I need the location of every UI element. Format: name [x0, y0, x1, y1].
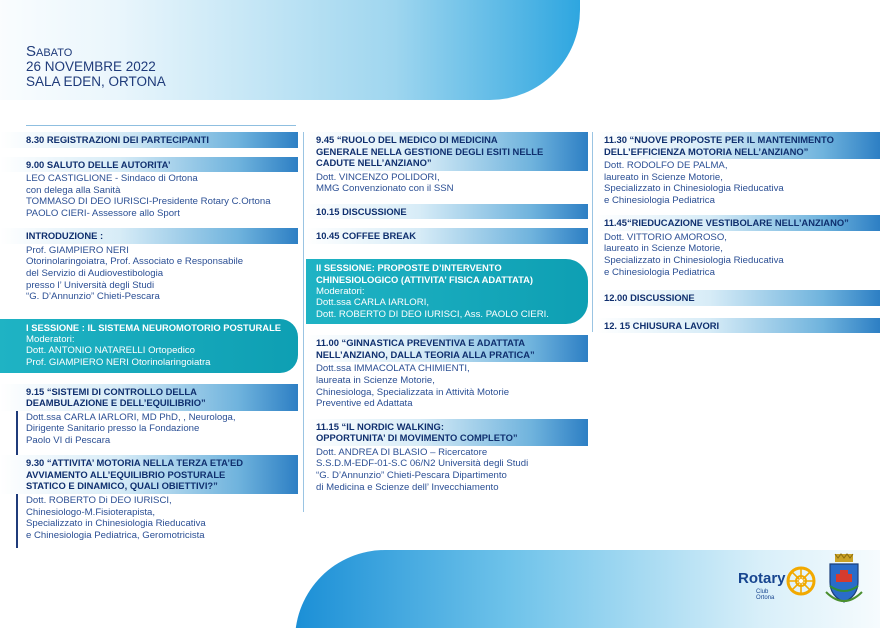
detail-line: LEO CASTIGLIONE - Sindaco di Ortona: [26, 173, 198, 184]
detail-line: Otorinolaringoiatra, Prof. Associato e Responsabile: [26, 256, 244, 268]
agenda-item-greetings: [0, 157, 298, 220]
detail-line: Chinesiologo-M.Fisioterapista,: [26, 506, 156, 518]
detail-line: “G. D’Annunzio” Chieti-Pescara Dipartimento: [316, 470, 507, 482]
agenda-details: [0, 244, 298, 303]
agenda-title: [0, 384, 298, 411]
agenda-title: [596, 215, 880, 231]
agenda-item-0945: [306, 132, 588, 195]
agenda-item-1215: [596, 318, 880, 334]
agenda-title: 8.30 REGISTRAZIONI DEI PARTECIPANTI: [0, 132, 298, 148]
agenda-title: 10.15 DISCUSSIONE: [306, 204, 588, 220]
title-line: CADUTE NELL’ANZIANO”: [316, 157, 432, 168]
detail-line: Moderatori:: [26, 333, 75, 345]
schedule-column-1: [0, 132, 298, 550]
agenda-title: 9.00 SALUTO DELLE AUTORITA’: [0, 157, 298, 173]
event-header: [26, 44, 166, 89]
event-date: 26 NOVEMBRE 2022: [26, 59, 156, 74]
agenda-item-1145: [596, 215, 880, 278]
agenda-item-1200: [596, 290, 880, 306]
agenda-item-registration: [0, 132, 298, 148]
detail-line: Dott.ssa CARLA IARLORI,: [316, 297, 430, 309]
title-line: DELL’EFFICIENZA MOTORIA NELL’ANZIANO”: [604, 145, 809, 157]
detail-line: Prof. GIAMPIERO NERI: [26, 244, 129, 256]
title-line: OPPORTUNITA’ DI MOVIMENTO COMPLETO”: [316, 432, 518, 444]
agenda-item-1115: [306, 419, 588, 493]
detail-line: del Servizio di Audiovestibologia: [26, 268, 164, 280]
detail-line: Specializzato in Chinesiologia Rieducativa: [604, 183, 784, 195]
detail-line: Dott. RODOLFO DE PALMA,: [604, 160, 728, 171]
agenda-details: [306, 446, 588, 493]
agenda-title: 12.00 DISCUSSIONE: [596, 290, 880, 306]
agenda-item-0915: [0, 384, 298, 447]
title-line: 11.00 “GINNASTICA PREVENTIVA E ADATTATA: [316, 337, 526, 349]
agenda-details: [306, 362, 588, 409]
event-day: Sabato: [26, 43, 73, 60]
agenda-details: [596, 231, 880, 278]
schedule-column-2: [306, 132, 588, 502]
session-title: I SESSIONE : IL SISTEMA NEUROMOTORIO POSTURALE: [26, 321, 282, 333]
rotary-club-name: Club Ortona: [756, 589, 775, 601]
title-line: II SESSIONE: PROPOSTE D’INTERVENTO: [316, 261, 502, 273]
title-line: NELL’ANZIANO, DALLA TEORIA ALLA PRATICA”: [316, 348, 535, 360]
detail-line: di Medicina e Scienze dell’ Invecchiamento: [316, 481, 499, 493]
session-1-block: [0, 319, 298, 373]
agenda-details: [596, 159, 880, 206]
session-2-block: [306, 259, 588, 325]
detail-line: TOMMASO DI DEO IURISCI-Presidente Rotary C.Ortona: [26, 196, 271, 208]
agenda-title: INTRODUZIONE :: [0, 228, 298, 244]
detail-line: laureata in Scienze Motorie,: [316, 375, 435, 387]
agenda-title: 12. 15 CHIUSURA LAVORI: [596, 318, 880, 334]
detail-line: Dott. ANDREA DI BLASIO – Ricercatore: [316, 446, 488, 458]
detail-line: Dott. VINCENZO POLIDORI,: [316, 171, 440, 183]
title-line: CHINESIOLOGICO (ATTIVITA’ FISICA ADATTATA): [316, 273, 533, 285]
detail-line: e Chinesiologia Pediatrica, Geromotricista: [26, 529, 205, 541]
detail-line: e Chinesiologia Pediatrica: [604, 266, 715, 278]
column-divider: [592, 132, 593, 332]
agenda-item-1045: [306, 228, 588, 244]
agenda-item-1100: [306, 335, 588, 409]
agenda-details: [0, 494, 298, 541]
detail-line: presso l’ Università degli Studi: [26, 279, 155, 291]
rotary-logo-text: Rotary: [738, 570, 786, 587]
title-line: 9.45 “RUOLO DEL MEDICO DI MEDICINA: [316, 134, 498, 145]
title-line: 9.30 “ATTIVITA’ MOTORIA NELLA TERZA ETA’ED: [26, 457, 244, 469]
detail-line: Dott.ssa CARLA IARLORI, MD PhD, , Neurologa,: [26, 411, 236, 423]
divider: [26, 125, 296, 126]
session-moderators: [26, 334, 290, 369]
agenda-title: [306, 419, 588, 446]
detail-line: Dott. ROBERTO DI DEO IURISCI, Ass. PAOLO CIERI.: [316, 308, 549, 320]
title-line: 9.15 “SISTEMI DI CONTROLLO DELLA: [26, 385, 197, 397]
title-line: 11.15 “IL NORDIC WALKING:: [316, 420, 444, 432]
agenda-item-1015: [306, 204, 588, 220]
title-line: 11.30 “NUOVE PROPOSTE PER IL MANTENIMENTO: [604, 134, 834, 145]
title-line: AVVIAMENTO ALL’EQUILIBRIO POSTURALE: [26, 468, 226, 480]
rotary-wheel-icon: [786, 566, 816, 596]
detail-line: Paolo VI di Pescara: [26, 434, 111, 446]
detail-line: S.S.D.M-EDF-01-S.C 06/N2 Università degli Studi: [316, 458, 529, 470]
agenda-item-0930: [0, 455, 298, 541]
agenda-title: [306, 335, 588, 362]
detail-line: PAOLO CIERI- Assessore allo Sport: [26, 207, 180, 219]
detail-line: Chinesiologa, Specializzata in Attività Motorie: [316, 386, 510, 398]
agenda-details: [306, 171, 588, 195]
event-venue: SALA EDEN, ORTONA: [26, 74, 166, 89]
detail-line: Specializzato in Chinesiologia Rieducativa: [604, 255, 784, 267]
title-line: DEAMBULAZIONE E DELL’EQUILIBRIO”: [26, 397, 206, 409]
session-moderators: [316, 286, 580, 321]
agenda-details: [0, 411, 298, 447]
detail-line: MMG Convenzionato con il SSN: [316, 183, 454, 195]
agenda-title: [0, 455, 298, 494]
detail-line: laureato in Scienze Motorie,: [604, 243, 723, 255]
detail-line: Dott. ROBERTO Di DEO IURISCI,: [26, 494, 172, 506]
agenda-item-1130: [596, 132, 880, 206]
detail-line: con delega alla Sanità: [26, 184, 121, 196]
column-divider: [303, 132, 304, 512]
agenda-title: 10.45 COFFEE BREAK: [306, 228, 588, 244]
detail-line: Dott. VITTORIO AMOROSO,: [604, 231, 727, 243]
detail-line: Dott.ssa IMMACOLATA CHIMIENTI,: [316, 363, 470, 375]
detail-line: Moderatori:: [316, 285, 365, 297]
detail-line: Dirigente Sanitario presso la Fondazione: [26, 423, 200, 435]
title-line: 11.45“RIEDUCAZIONE VESTIBOLARE NELL’ANZIANO”: [604, 217, 849, 229]
detail-line: Specializzato in Chinesiologia Rieducativa: [26, 518, 206, 530]
agenda-title: [306, 132, 588, 171]
detail-line: e Chinesiologia Pediatrica: [604, 194, 715, 206]
title-line: STATICO E DINAMICO, QUALI OBIETTIVI?”: [26, 480, 218, 492]
title-line: GENERALE NELLA GESTIONE DEGLI ESITI NELLE: [316, 145, 544, 157]
detail-line: Prof. GIAMPIERO NERI Otorinolaringoiatra: [26, 357, 211, 369]
detail-line: laureato in Scienze Motorie,: [604, 171, 723, 183]
agenda-title: [596, 132, 880, 159]
session-title: [316, 262, 580, 286]
agenda-details: [0, 172, 298, 219]
agenda-item-intro: [0, 228, 298, 302]
detail-line: Preventive ed Adattata: [316, 398, 413, 410]
ortona-crest-icon: [824, 552, 864, 606]
detail-line: Dott. ANTONIO NATARELLI Ortopedico: [26, 345, 196, 357]
detail-line: “G. D’Annunzio” Chieti-Pescara: [26, 291, 160, 303]
schedule-column-3: [596, 132, 880, 342]
